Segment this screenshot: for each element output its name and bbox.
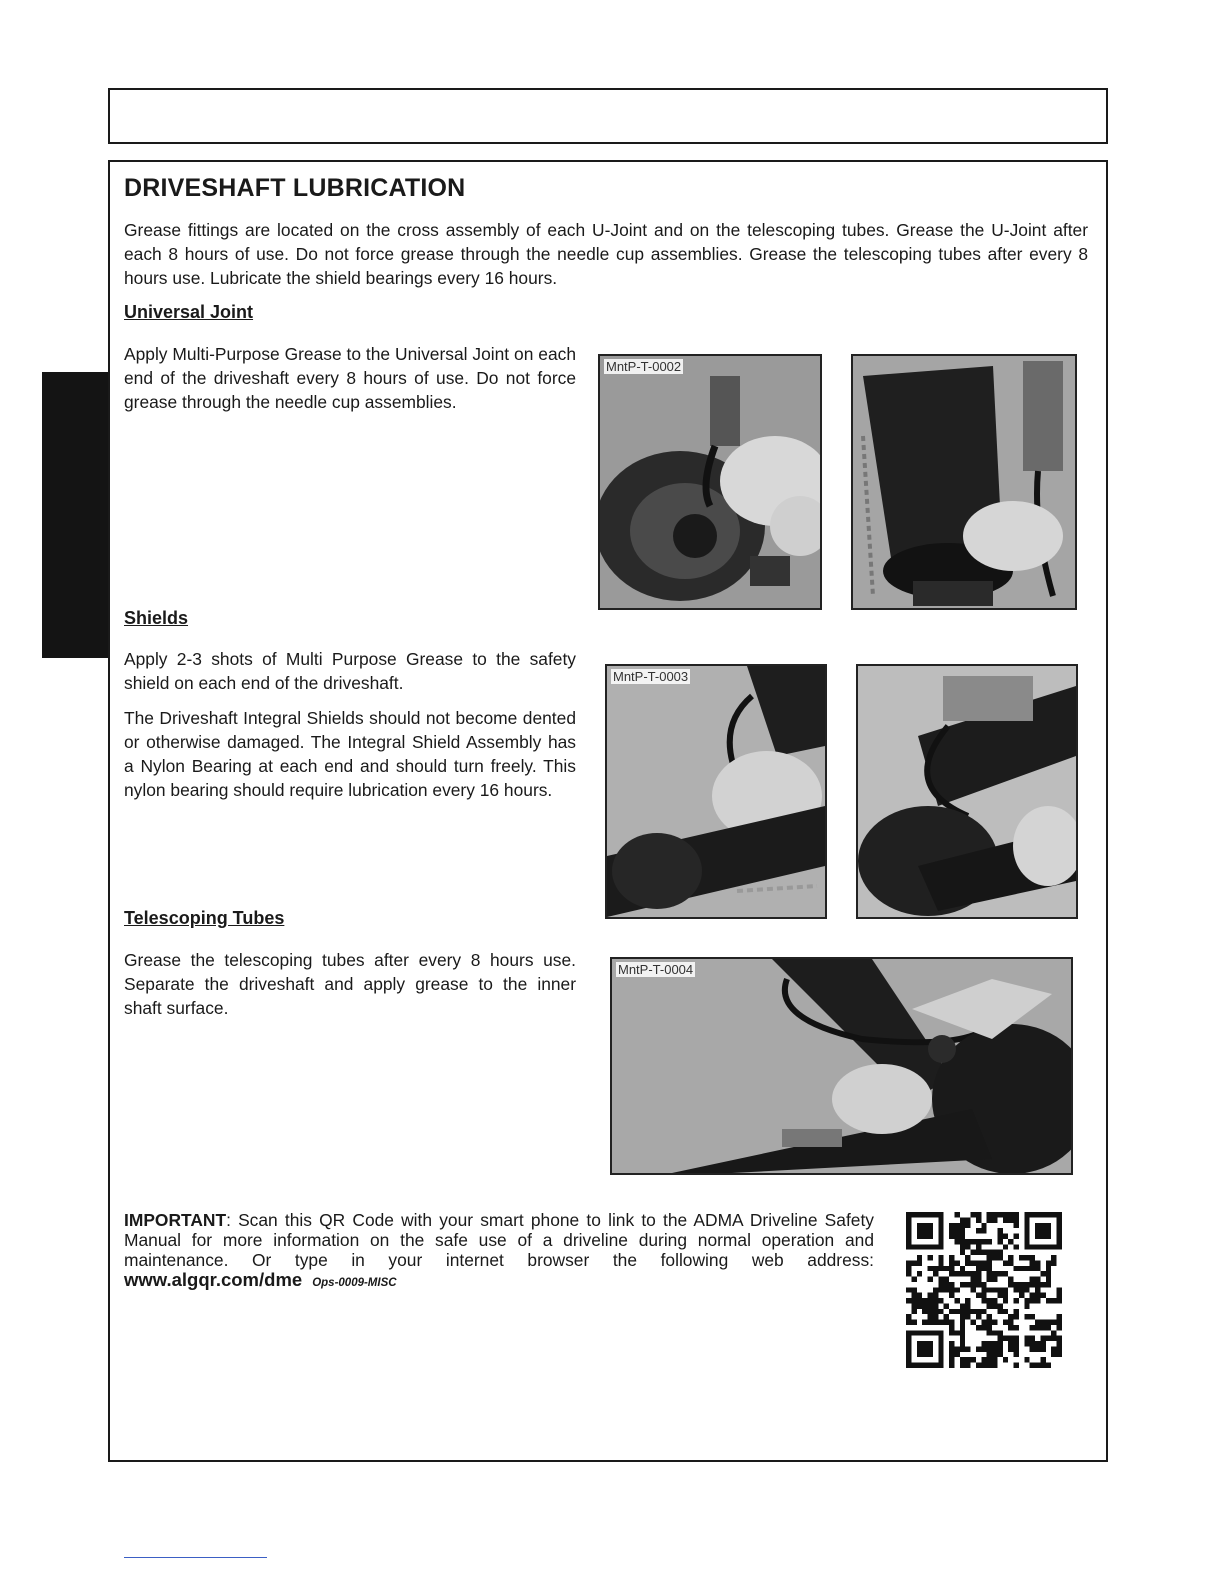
photo-telescoping-tubes [610,957,1073,1175]
photo-shield-grease-left [605,664,827,919]
section-side-tab [42,372,108,658]
important-lead: IMPORTANT [124,1210,227,1230]
shields-paragraph-1: Apply 2-3 shots of Multi Purpose Grease to the safety shield on each end of the driveshaft. [124,649,576,693]
telescoping-tubes-paragraph: Grease the telescoping tubes after every 8 hours use. Separate the driveshaft and apply grease to the inner shaft surface. [124,950,576,1018]
page-header-box [108,88,1108,144]
heading-shields: Shields [124,608,189,628]
photo-shield-grease-right [856,664,1078,919]
footer-rule [124,1557,267,1558]
qr-code[interactable] [906,1212,1062,1368]
important-text: : Scan this QR Code with your smart phone to link to the ADMA Driveline Safety Manual for more information on the safe use of a driveline during normal operation and maintenance. Or type in your internet browser the following web address: [124,1210,874,1270]
photo-ujoint-grease-left [598,354,822,610]
document-code: Ops-0009-MISC [312,1277,397,1289]
important-notice [124,1210,874,1293]
web-address-link[interactable]: www.algqr.com/dme [124,1269,303,1290]
figure-label-mntp-t-0004: MntP-T-0004 [618,962,694,977]
heading-universal-joint: Universal Joint [124,302,254,322]
intro-paragraph: Grease fittings are located on the cross assembly of each U-Joint and on the telescoping tubes. Grease the U-Joint after each 8 hours of use. Do not force grease through the needle cup assemblies. Grease the telescoping tubes after every 8 hours use. Lubricate the shield bearings every 16 hours. [124,220,1088,288]
heading-telescoping-tubes: Telescoping Tubes [124,908,285,928]
shields-paragraph-2: The Driveshaft Integral Shields should not become dented or otherwise damaged. The Integral Shield Assembly has a Nylon Bearing at each end and should turn freely. This nylon bearing should require lubrication every 16 hours. [124,708,576,800]
photo-ujoint-grease-right [851,354,1077,610]
universal-joint-paragraph: Apply Multi-Purpose Grease to the Universal Joint on each end of the driveshaft every 8 hours of use. Do not force grease through the needle cup assemblies. [124,344,576,412]
figure-label-mntp-t-0003: MntP-T-0003 [613,669,689,684]
page-title: DRIVESHAFT LUBRICATION [124,174,466,202]
figure-label-mntp-t-0002: MntP-T-0002 [606,359,682,374]
